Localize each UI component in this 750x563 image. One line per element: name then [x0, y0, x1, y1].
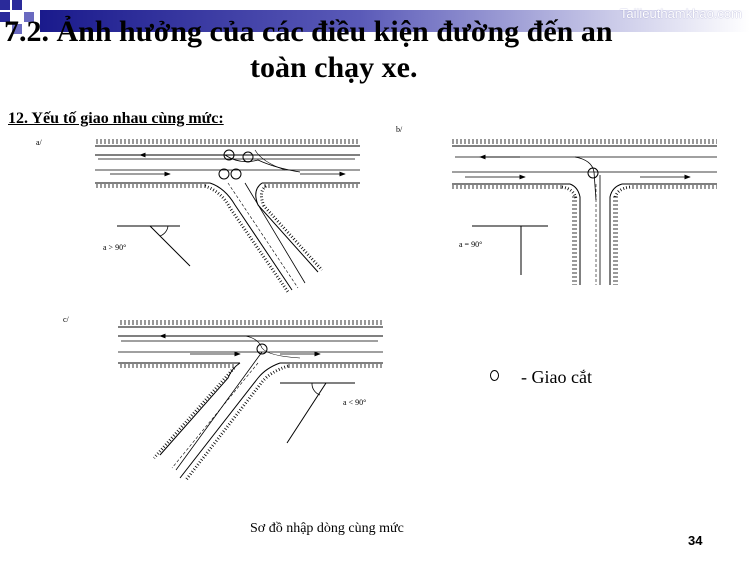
diagram-a — [36, 138, 360, 292]
conflict-point-icon — [490, 370, 499, 381]
page-number: 34 — [688, 533, 703, 548]
diagram-b-label: b/ — [396, 125, 403, 134]
diagram-b-angle: a = 90° — [459, 240, 483, 249]
watermark: Tailieuthamkhao.com — [619, 6, 742, 21]
diagram-c — [63, 315, 383, 480]
diagram-b — [396, 125, 717, 285]
title-line-2: toàn chạy xe. — [250, 51, 418, 84]
legend-text: - Giao cắt — [521, 367, 592, 387]
diagram-a-angle: a > 90° — [103, 243, 127, 252]
title-line-1: 7.2. Ảnh hưởng của các điều kiện đường đến an — [4, 15, 613, 48]
diagram-c-angle: a < 90° — [343, 398, 367, 407]
diagram-caption: Sơ đồ nhập dòng cùng mức — [250, 521, 404, 536]
diagram-a-label: a/ — [36, 138, 42, 147]
diagram-c-label: c/ — [63, 315, 69, 324]
legend — [490, 367, 592, 388]
section-subtitle: 12. Yếu tố giao nhau cùng mức: — [8, 110, 224, 127]
